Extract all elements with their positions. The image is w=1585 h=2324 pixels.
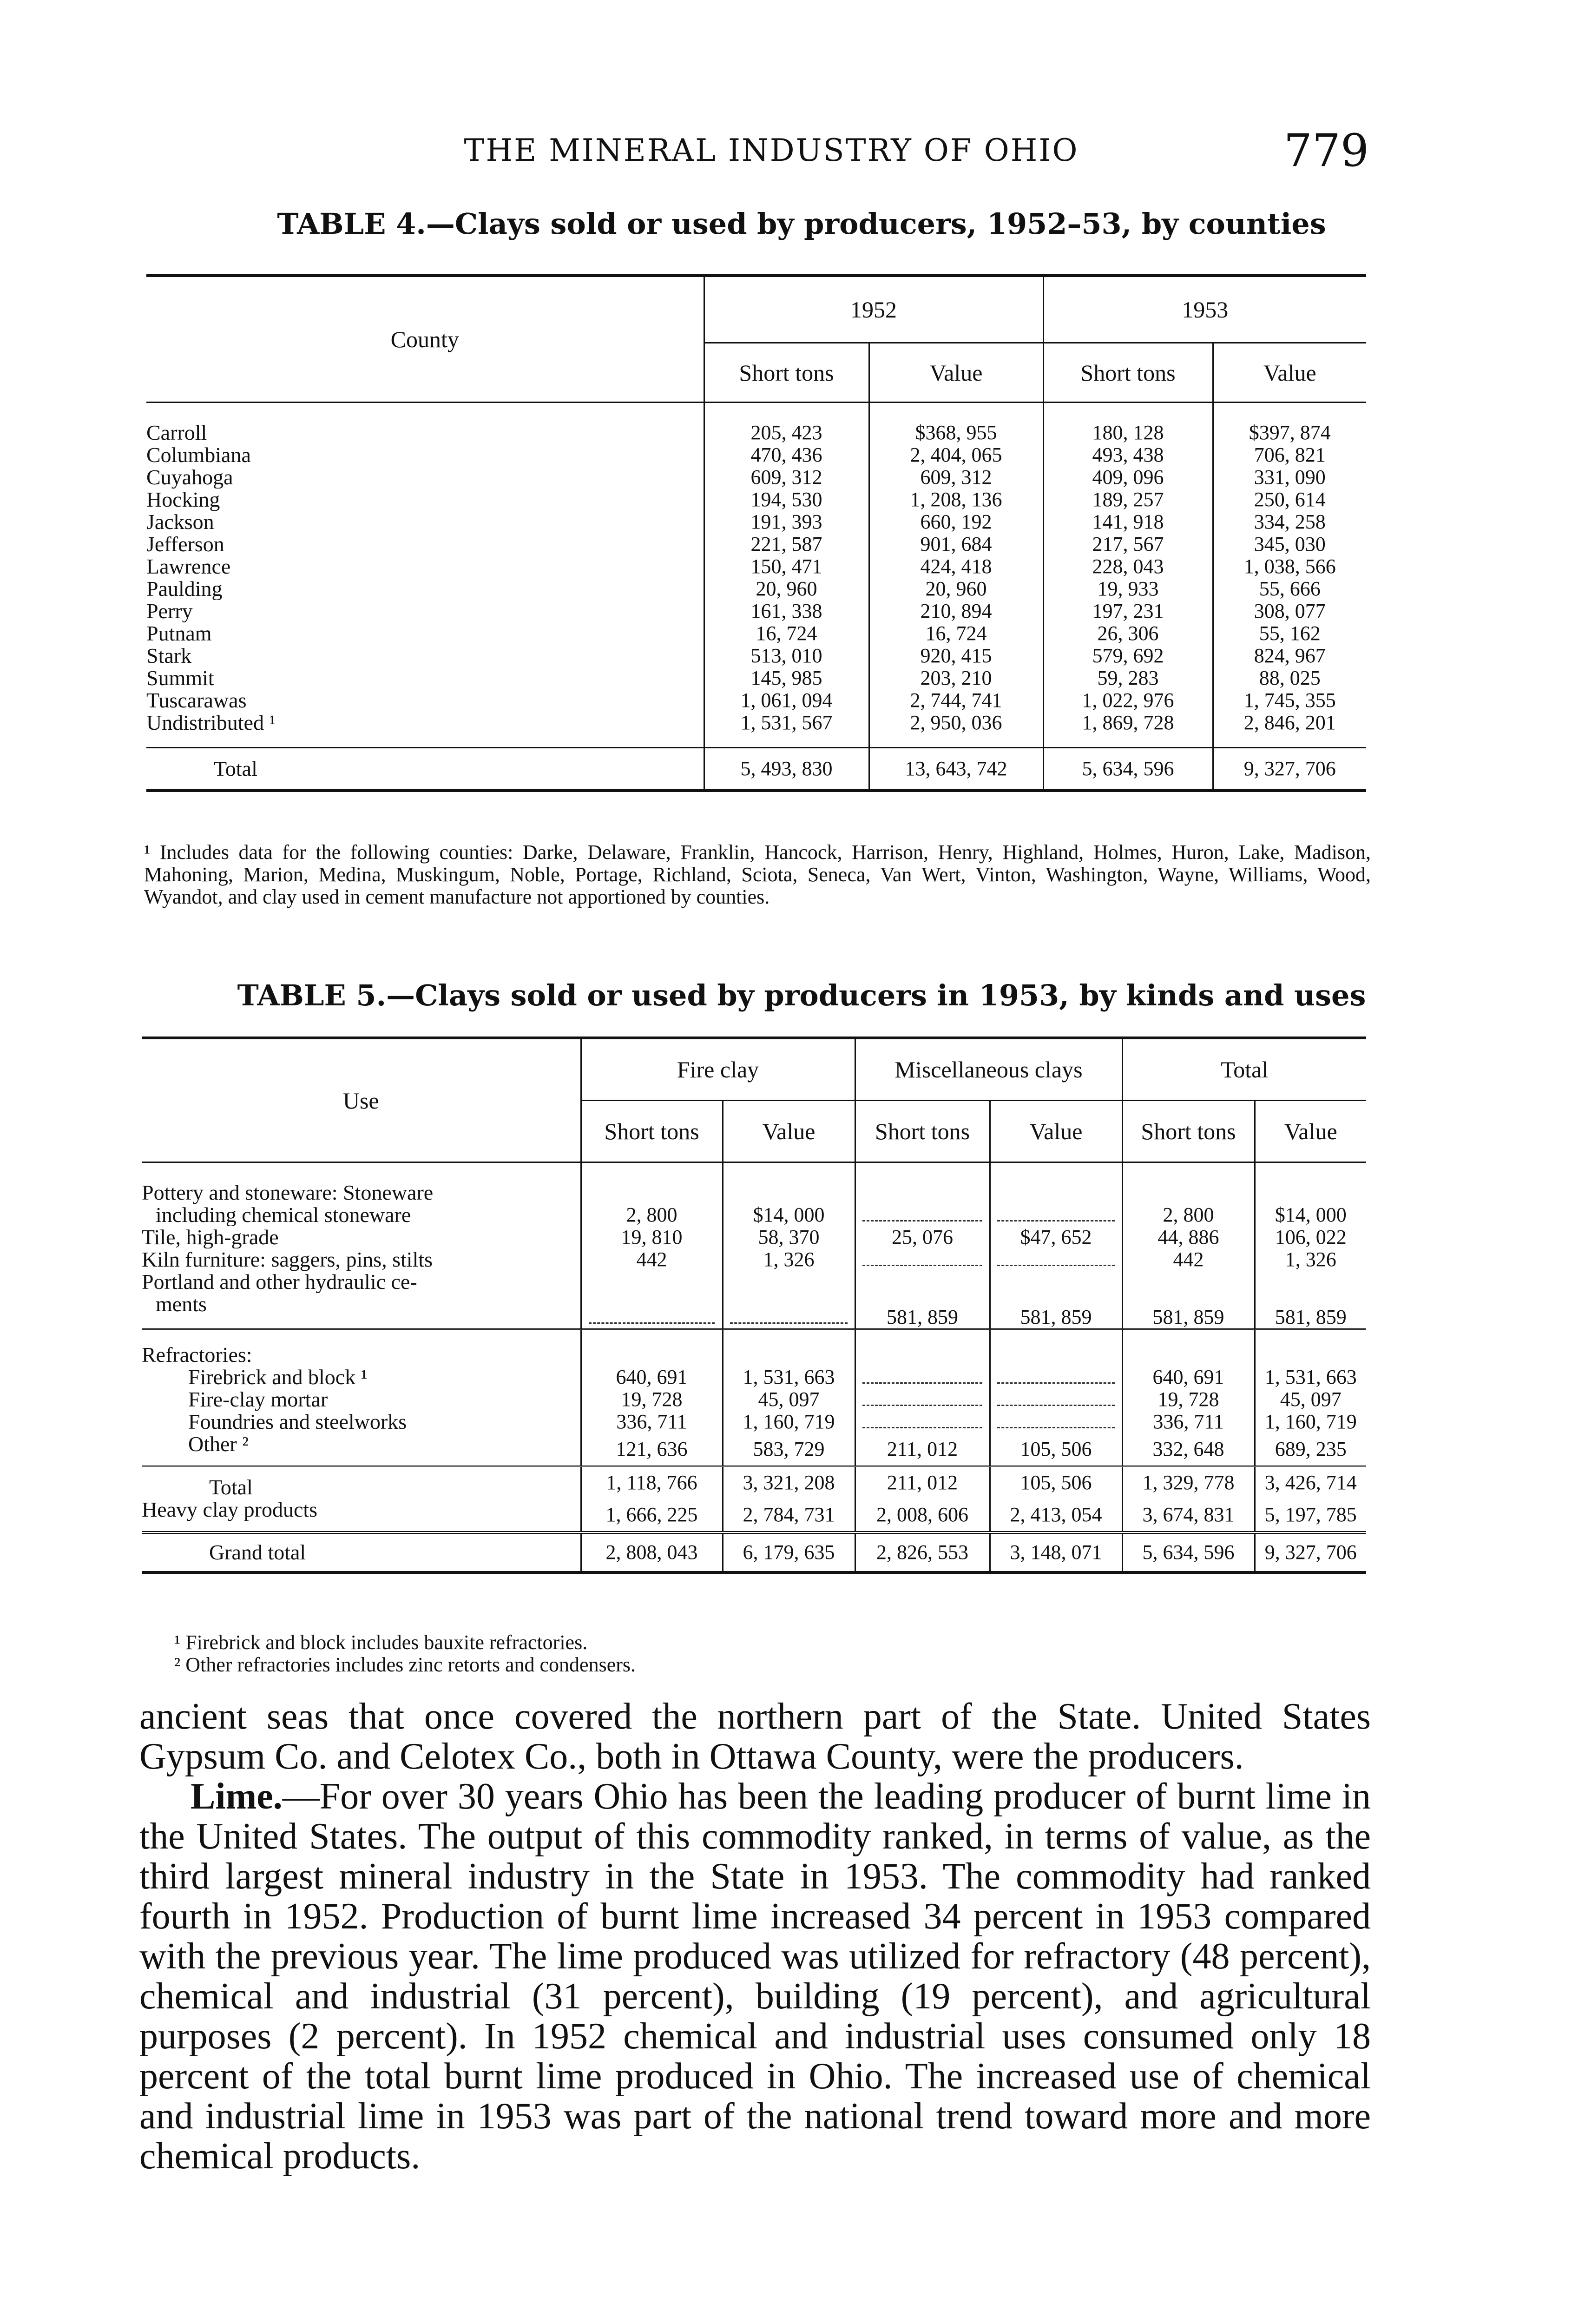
tons-1952-cell: 161, 338 <box>704 600 869 622</box>
empty-cell <box>990 1329 1122 1367</box>
table-row <box>146 403 1366 444</box>
table5-title: TABLE 5.—Clays sold or used by producers in 1953, by kinds and uses <box>237 978 1366 1012</box>
table-row <box>146 511 1366 533</box>
table4-subheader-value-1953: Value <box>1213 343 1366 403</box>
value-1952-cell: 1, 208, 136 <box>869 489 1043 511</box>
use-cell <box>142 1411 581 1433</box>
mc-tons-cell: 211, 012 <box>855 1433 990 1466</box>
table5-subheader-tt-value: Value <box>1255 1101 1366 1162</box>
mc-tons-cell: 211, 012 <box>855 1466 990 1499</box>
county-name: Paulding <box>146 578 223 600</box>
county-name: Lawrence <box>146 555 231 578</box>
tons-1952-cell: 1, 061, 094 <box>704 689 869 712</box>
value-1952-cell: 20, 960 <box>869 578 1043 600</box>
table5-subheader-fc-value: Value <box>723 1101 855 1162</box>
table4-total-value-1952: 13, 643, 742 <box>869 748 1043 791</box>
table4-subheader-tons-1952: Short tons <box>704 343 869 403</box>
use-cell <box>142 1162 581 1227</box>
table-row <box>146 622 1366 645</box>
table-row <box>142 1248 1366 1271</box>
table5-gt-mc-value: 3, 148, 071 <box>990 1532 1122 1572</box>
value-1953-cell: 1, 038, 566 <box>1213 555 1366 578</box>
tons-1953-cell: 197, 231 <box>1043 600 1213 622</box>
refractories-label-cell <box>142 1329 581 1367</box>
leader-dash <box>997 1414 1115 1428</box>
tt-value-cell: 106, 022 <box>1255 1226 1366 1248</box>
use-line-2: ments <box>156 1293 207 1315</box>
fc-tons-cell: 121, 636 <box>581 1433 723 1466</box>
tons-1953-cell: 217, 567 <box>1043 533 1213 555</box>
tons-1953-cell: 228, 043 <box>1043 555 1213 578</box>
fc-tons-cell <box>581 1271 723 1329</box>
value-1952-cell: 210, 894 <box>869 600 1043 622</box>
table5-gt-mc-tons: 2, 826, 553 <box>855 1532 990 1572</box>
value-1953-cell: 334, 258 <box>1213 511 1366 533</box>
tons-1953-cell: 493, 438 <box>1043 444 1213 466</box>
table5-footnotes <box>174 1631 1364 1676</box>
fc-value-cell: 583, 729 <box>723 1433 855 1466</box>
fc-value-cell: 1, 326 <box>723 1248 855 1271</box>
leader-dash <box>997 1392 1115 1406</box>
table-row <box>146 645 1366 667</box>
empty-cell <box>1122 1329 1255 1367</box>
table5-section-totals <box>142 1466 1366 1533</box>
table-row <box>146 689 1366 712</box>
tons-1952-cell: 513, 010 <box>704 645 869 667</box>
fc-tons-cell: 1, 666, 225 <box>581 1499 723 1532</box>
table5-header-use: Use <box>142 1038 581 1162</box>
tt-value-cell: 5, 197, 785 <box>1255 1499 1366 1532</box>
tons-1953-cell: 141, 918 <box>1043 511 1213 533</box>
table-row <box>146 489 1366 511</box>
table5-header-misc-clays: Miscellaneous clays <box>855 1038 1122 1101</box>
mc-tons-cell <box>855 1388 990 1411</box>
tt-tons-cell: 336, 711 <box>1122 1411 1255 1433</box>
value-1953-cell: 2, 846, 201 <box>1213 712 1366 748</box>
county-name: Perry <box>146 600 193 622</box>
tons-1952-cell: 194, 530 <box>704 489 869 511</box>
county-name: Stark <box>146 645 192 667</box>
value-1952-cell: 424, 418 <box>869 555 1043 578</box>
use-label: Heavy clay products <box>142 1499 318 1521</box>
tons-1953-cell: 1, 022, 976 <box>1043 689 1213 712</box>
county-cell <box>146 511 704 533</box>
use-label: Fire-clay mortar <box>188 1388 328 1411</box>
leader-dash <box>997 1207 1115 1221</box>
table5-subheader-fc-tons: Short tons <box>581 1101 723 1162</box>
empty-cell <box>1255 1329 1366 1367</box>
lime-text: —For over 30 years Ohio has been the leading producer of burnt lime in the United States. The output of this commodity ranked, in terms of value, as the third largest mineral industry in the State in 1953. The commodity had ranked fourth in 1952. Production of burnt lime increased 34 percent in 1953 compared with the previous year. The lime produced was utilized for refractory (48 percent), chemical and industrial (31 percent), building (19 percent), and agricultural purposes (2 percent). In 1952 chemical and industrial uses consumed only 18 percent of the total burnt lime produced in Ohio. The increased use of chemical and industrial lime in 1953 was part of the national trend toward more and more chemical products. <box>139 1776 1371 2177</box>
use-label: Total <box>209 1476 253 1499</box>
value-1952-cell: 2, 744, 741 <box>869 689 1043 712</box>
tt-tons-cell: 44, 886 <box>1122 1226 1255 1248</box>
county-name: Jefferson <box>146 533 224 555</box>
tons-1952-cell: 191, 393 <box>704 511 869 533</box>
county-cell <box>146 645 704 667</box>
table5-section-refractories <box>142 1329 1366 1466</box>
tons-1952-cell: 150, 471 <box>704 555 869 578</box>
leader-dash <box>589 1309 715 1324</box>
refractories-label: Refractories: <box>142 1344 252 1366</box>
value-1953-cell: 55, 666 <box>1213 578 1366 600</box>
value-1953-cell: 88, 025 <box>1213 667 1366 689</box>
empty-cell <box>723 1329 855 1367</box>
tons-1952-cell: 145, 985 <box>704 667 869 689</box>
use-line-1: Tile, high-grade <box>142 1226 279 1248</box>
value-1952-cell: 2, 950, 036 <box>869 712 1043 748</box>
table4-header-1953: 1953 <box>1043 276 1366 343</box>
tt-value-cell: 1, 160, 719 <box>1255 1411 1366 1433</box>
table4-subheader-value-1952: Value <box>869 343 1043 403</box>
table-row <box>142 1466 1366 1499</box>
tons-1952-cell: 1, 531, 567 <box>704 712 869 748</box>
table5-gt-fc-tons: 2, 808, 043 <box>581 1532 723 1572</box>
county-name: Hocking <box>146 489 220 511</box>
county-cell <box>146 403 704 444</box>
table-row <box>146 555 1366 578</box>
tt-value-cell: $14, 000 <box>1255 1162 1366 1227</box>
mc-tons-cell: 25, 076 <box>855 1226 990 1248</box>
tons-1953-cell: 1, 869, 728 <box>1043 712 1213 748</box>
use-label: Foundries and steelworks <box>188 1411 407 1433</box>
county-cell <box>146 466 704 489</box>
tt-value-cell: 1, 326 <box>1255 1248 1366 1271</box>
county-name: Summit <box>146 667 214 689</box>
table-row <box>146 444 1366 466</box>
fc-value-cell: 3, 321, 208 <box>723 1466 855 1499</box>
county-cell <box>146 622 704 645</box>
use-label: Firebrick and block ¹ <box>188 1366 368 1388</box>
county-name: Columbiana <box>146 444 251 466</box>
value-1953-cell: 345, 030 <box>1213 533 1366 555</box>
use-cell <box>142 1271 581 1329</box>
tons-1953-cell: 26, 306 <box>1043 622 1213 645</box>
tons-1953-cell: 189, 257 <box>1043 489 1213 511</box>
tt-tons-cell: 442 <box>1122 1248 1255 1271</box>
leader-dash <box>862 1207 982 1221</box>
tons-1952-cell: 20, 960 <box>704 578 869 600</box>
table-row <box>146 466 1366 489</box>
mc-value-cell: $47, 652 <box>990 1226 1122 1248</box>
leader-dash <box>862 1414 982 1428</box>
use-line-1: Portland and other hydraulic ce- <box>142 1271 417 1293</box>
mc-tons-cell <box>855 1248 990 1271</box>
mc-tons-cell: 581, 859 <box>855 1271 990 1329</box>
paragraph-gypsum: ancient seas that once covered the northern part of the State. United States Gypsum Co. and Celotex Co., both in Ottawa County, were the producers. <box>139 1696 1371 1777</box>
leader-dash <box>730 1309 848 1324</box>
leader-dash <box>997 1252 1115 1266</box>
table-row <box>146 667 1366 689</box>
table-row <box>146 533 1366 555</box>
table4 <box>146 274 1366 792</box>
table5-footnote-2: ² Other refractories includes zinc retorts and condensers. <box>174 1653 636 1676</box>
mc-value-cell: 2, 413, 054 <box>990 1499 1122 1532</box>
county-cell <box>146 555 704 578</box>
leader-dash <box>862 1369 982 1384</box>
table-row <box>142 1388 1366 1411</box>
value-1952-cell: 901, 684 <box>869 533 1043 555</box>
value-1953-cell: 331, 090 <box>1213 466 1366 489</box>
table5-subheader-mc-value: Value <box>990 1101 1122 1162</box>
table5-gt-fc-value: 6, 179, 635 <box>723 1532 855 1572</box>
value-1952-cell: 920, 415 <box>869 645 1043 667</box>
tons-1952-cell: 609, 312 <box>704 466 869 489</box>
table5-grand-total-label: Grand total <box>209 1541 306 1564</box>
county-name: Undistributed ¹ <box>146 712 276 734</box>
tons-1952-cell: 16, 724 <box>704 622 869 645</box>
value-1953-cell: 250, 614 <box>1213 489 1366 511</box>
use-line-1: Pottery and stoneware: Stoneware <box>142 1182 434 1204</box>
table-row <box>142 1366 1366 1388</box>
table4-total-tons-1953: 5, 634, 596 <box>1043 748 1213 791</box>
use-cell <box>142 1433 581 1466</box>
table5-gt-tt-value: 9, 327, 706 <box>1255 1532 1366 1572</box>
fc-tons-cell: 640, 691 <box>581 1366 723 1388</box>
fc-tons-cell: 19, 728 <box>581 1388 723 1411</box>
fc-value-cell: 58, 370 <box>723 1226 855 1248</box>
table4-header-county: County <box>146 276 704 403</box>
fc-tons-cell: 2, 800 <box>581 1162 723 1227</box>
value-1952-cell: 16, 724 <box>869 622 1043 645</box>
fc-value-cell: $14, 000 <box>723 1162 855 1227</box>
table4-body <box>146 403 1366 748</box>
value-1952-cell: 660, 192 <box>869 511 1043 533</box>
tt-tons-cell: 3, 674, 831 <box>1122 1499 1255 1532</box>
table5-footnote-1: ¹ Firebrick and block includes bauxite refractories. <box>174 1631 588 1654</box>
mc-tons-cell <box>855 1162 990 1227</box>
table-row <box>142 1411 1366 1433</box>
running-title: THE MINERAL INDUSTRY OF OHIO <box>464 132 1079 168</box>
leader-dash <box>862 1392 982 1406</box>
tt-value-cell: 3, 426, 714 <box>1255 1466 1366 1499</box>
county-name: Carroll <box>146 422 207 444</box>
fc-tons-cell: 1, 118, 766 <box>581 1466 723 1499</box>
fc-value-cell <box>723 1271 855 1329</box>
county-cell <box>146 444 704 466</box>
mc-value-cell <box>990 1388 1122 1411</box>
table-row <box>142 1162 1366 1227</box>
table4-total-label: Total <box>214 758 257 780</box>
county-name: Cuyahoga <box>146 466 233 489</box>
value-1953-cell: $397, 874 <box>1213 403 1366 444</box>
tt-tons-cell: 332, 648 <box>1122 1433 1255 1466</box>
value-1952-cell: 2, 404, 065 <box>869 444 1043 466</box>
tons-1952-cell: 205, 423 <box>704 403 869 444</box>
table4-footnote: ¹ Includes data for the following counties: Darke, Delaware, Franklin, Hancock, Harrison, Henry, Highland, Holmes, Huron, Lake, Madison, Mahoning, Marion, Medina, Muskingum, Noble, Portage, Richland, Sciota, Seneca, Van Wert, Vinton, Washington, Wayne, Williams, Wood, Wyandot, and clay used in cement manufacture not apportioned by counties. <box>144 841 1371 908</box>
value-1953-cell: 824, 967 <box>1213 645 1366 667</box>
table4-header-1952: 1952 <box>704 276 1043 343</box>
table-row <box>146 600 1366 622</box>
table-row <box>142 1226 1366 1248</box>
tt-value-cell: 689, 235 <box>1255 1433 1366 1466</box>
use-cell <box>142 1248 581 1271</box>
mc-value-cell <box>990 1411 1122 1433</box>
table-row <box>146 578 1366 600</box>
empty-cell <box>581 1329 723 1367</box>
use-cell <box>142 1466 581 1499</box>
fc-tons-cell: 336, 711 <box>581 1411 723 1433</box>
tt-tons-cell: 640, 691 <box>1122 1366 1255 1388</box>
fc-value-cell: 1, 531, 663 <box>723 1366 855 1388</box>
tt-tons-cell: 581, 859 <box>1122 1271 1255 1329</box>
county-cell <box>146 533 704 555</box>
lime-heading: Lime. <box>191 1776 283 1817</box>
fc-value-cell: 1, 160, 719 <box>723 1411 855 1433</box>
tt-tons-cell: 19, 728 <box>1122 1388 1255 1411</box>
table-row <box>142 1499 1366 1532</box>
table-row <box>142 1433 1366 1466</box>
mc-value-cell: 105, 506 <box>990 1466 1122 1499</box>
value-1952-cell: 203, 210 <box>869 667 1043 689</box>
county-name: Tuscarawas <box>146 689 247 712</box>
use-line-2: including chemical stoneware <box>156 1204 411 1226</box>
mc-tons-cell <box>855 1411 990 1433</box>
mc-value-cell: 105, 506 <box>990 1433 1122 1466</box>
paragraph-lime <box>139 1776 1371 2176</box>
mc-value-cell: 581, 859 <box>990 1271 1122 1329</box>
table5-gt-tt-tons: 5, 634, 596 <box>1122 1532 1255 1572</box>
tt-value-cell: 581, 859 <box>1255 1271 1366 1329</box>
tons-1953-cell: 409, 096 <box>1043 466 1213 489</box>
tons-1953-cell: 579, 692 <box>1043 645 1213 667</box>
mc-tons-cell: 2, 008, 606 <box>855 1499 990 1532</box>
leader-dash <box>997 1369 1115 1384</box>
table4-subheader-tons-1953: Short tons <box>1043 343 1213 403</box>
tt-tons-cell: 1, 329, 778 <box>1122 1466 1255 1499</box>
table5-grand-total-row <box>142 1532 1366 1572</box>
mc-value-cell <box>990 1366 1122 1388</box>
table4-title: TABLE 4.—Clays sold or used by producers, 1952–53, by counties <box>277 207 1326 241</box>
empty-cell <box>855 1329 990 1367</box>
mc-value-cell <box>990 1162 1122 1227</box>
fc-value-cell: 2, 784, 731 <box>723 1499 855 1532</box>
county-cell <box>146 489 704 511</box>
county-cell <box>146 667 704 689</box>
value-1953-cell: 55, 162 <box>1213 622 1366 645</box>
county-cell <box>146 712 704 748</box>
use-line-1: Kiln furniture: saggers, pins, stilts <box>142 1248 433 1271</box>
table5 <box>142 1037 1366 1574</box>
mc-tons-cell <box>855 1366 990 1388</box>
use-cell <box>142 1366 581 1388</box>
tons-1953-cell: 19, 933 <box>1043 578 1213 600</box>
use-label: Other ² <box>188 1433 249 1455</box>
tons-1953-cell: 59, 283 <box>1043 667 1213 689</box>
mc-value-cell <box>990 1248 1122 1271</box>
table5-header-total: Total <box>1122 1038 1366 1101</box>
county-cell <box>146 578 704 600</box>
table5-subheader-mc-tons: Short tons <box>855 1101 990 1162</box>
table5-section-a <box>142 1162 1366 1329</box>
value-1953-cell: 706, 821 <box>1213 444 1366 466</box>
fc-tons-cell: 442 <box>581 1248 723 1271</box>
leader-dash <box>862 1252 982 1266</box>
tt-value-cell: 45, 097 <box>1255 1388 1366 1411</box>
table4-total-value-1953: 9, 327, 706 <box>1213 748 1366 791</box>
table-row <box>146 712 1366 748</box>
page-number: 779 <box>1283 125 1369 177</box>
table-row <box>142 1329 1366 1367</box>
tons-1952-cell: 470, 436 <box>704 444 869 466</box>
county-name: Jackson <box>146 511 214 533</box>
body-text <box>139 1697 1371 2176</box>
table4-total-row <box>146 748 1366 791</box>
county-cell <box>146 600 704 622</box>
table5-header-fire-clay: Fire clay <box>581 1038 855 1101</box>
value-1953-cell: 1, 745, 355 <box>1213 689 1366 712</box>
value-1953-cell: 308, 077 <box>1213 600 1366 622</box>
table4-total-tons-1952: 5, 493, 830 <box>704 748 869 791</box>
county-name: Putnam <box>146 622 212 645</box>
county-cell <box>146 689 704 712</box>
value-1952-cell: 609, 312 <box>869 466 1043 489</box>
fc-tons-cell: 19, 810 <box>581 1226 723 1248</box>
use-cell <box>142 1226 581 1248</box>
tt-tons-cell: 2, 800 <box>1122 1162 1255 1227</box>
fc-value-cell: 45, 097 <box>723 1388 855 1411</box>
use-cell <box>142 1388 581 1411</box>
tt-value-cell: 1, 531, 663 <box>1255 1366 1366 1388</box>
value-1952-cell: $368, 955 <box>869 403 1043 444</box>
table-row <box>142 1271 1366 1329</box>
use-cell <box>142 1499 581 1532</box>
table5-subheader-tt-tons: Short tons <box>1122 1101 1255 1162</box>
tons-1952-cell: 221, 587 <box>704 533 869 555</box>
tons-1953-cell: 180, 128 <box>1043 403 1213 444</box>
